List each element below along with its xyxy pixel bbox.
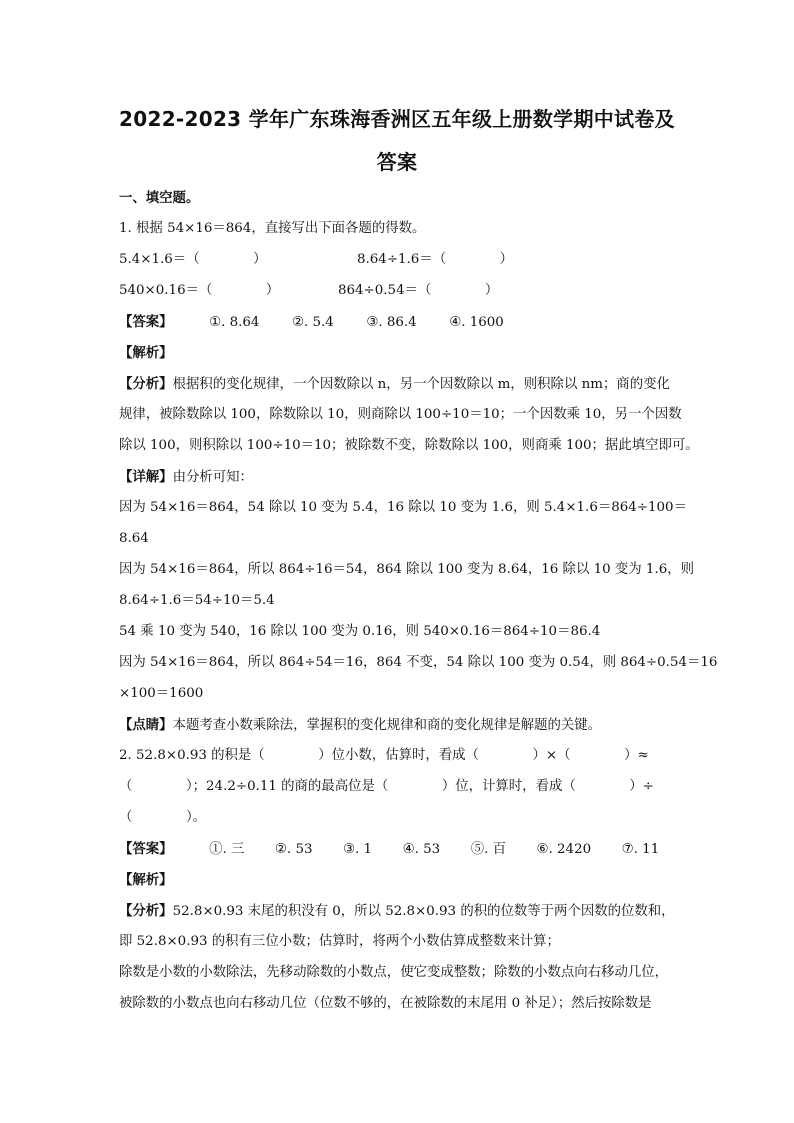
fenxi-label: 【分析】 — [119, 903, 173, 919]
answer-item: ⑥. 2420 — [536, 842, 592, 857]
q1-item-c: 540×0.16＝（ ） — [119, 283, 280, 298]
answer-label: 【答案】 — [119, 314, 173, 330]
q1-item-a: 5.4×1.6＝（ ） — [119, 252, 267, 267]
analysis-label: 【解析】 — [119, 345, 173, 361]
q1-answer-row — [119, 313, 504, 332]
page-title-line2: 答案 — [376, 150, 418, 174]
dianjing-label: 【点睛】 — [119, 717, 173, 733]
q1-xiangjie-line — [119, 468, 253, 487]
q1-detail-3: 因为 54×16＝864，所以 864÷16＝54，864 除以 100 变为 8.64，16 除以 10 变为 1.6，则 — [119, 562, 695, 577]
answer-item: ②. 53 — [274, 842, 313, 857]
section-heading: 一、填空题。 — [119, 190, 200, 206]
answer-item: ③. 1 — [343, 842, 373, 857]
answer-item: ④. 1600 — [449, 315, 504, 330]
q1-dianjing-line — [119, 716, 601, 735]
q2-fenxi-line2: 即 52.8×0.93 的积有三位小数；估算时，将两个小数估算成整数来计算； — [119, 934, 560, 949]
xiangjie-label: 【详解】 — [119, 469, 173, 485]
q1-fenxi-line2: 规律，被除数除以 100，除数除以 10，则商除以 100÷10＝10；一个因数乘 10，另一个因数 — [119, 407, 682, 422]
xiangjie-text: 由分析可知： — [172, 470, 253, 485]
q2-stem-line3: （ ）。 — [119, 810, 207, 825]
fenxi-label: 【分析】 — [119, 376, 173, 392]
dianjing-text: 本题考查小数乘除法，掌握积的变化规律和商的变化规律是解题的关键。 — [172, 718, 602, 733]
answer-label: 【答案】 — [119, 841, 173, 857]
q2-stem-line2: （ ）；24.2÷0.11 的商的最高位是（ ）位，计算时，看成（ ）÷ — [119, 779, 654, 794]
q2-fenxi-line1 — [119, 902, 675, 921]
q1-fenxi-line1 — [119, 375, 670, 394]
fenxi-text: 根据积的变化规律，一个因数除以 n，另一个因数除以 m，则积除以 nm；商的变化 — [172, 377, 670, 392]
q1-item-d: 864÷0.54＝（ ） — [338, 283, 499, 298]
answer-item: ④. 53 — [402, 842, 441, 857]
answer-item: ①. 三 — [209, 842, 245, 857]
q2-answer-row — [119, 840, 659, 859]
analysis-label: 【解析】 — [119, 872, 173, 888]
answer-item: ⑤. 百 — [470, 842, 506, 857]
answer-item: ①. 8.64 — [209, 315, 260, 330]
q1-stem: 1. 根据 54×16＝864，直接写出下面各题的得数。 — [119, 221, 426, 236]
q1-fenxi-line3: 除以 100，则积除以 100÷10＝10；被除数不变，除数除以 100，则商乘 100；据此填空即可。 — [119, 438, 699, 453]
q1-detail-1: 因为 54×16＝864，54 除以 10 变为 5.4，16 除以 10 变为 1.6，则 5.4×1.6＝864÷100＝ — [119, 500, 687, 515]
answer-item: ③. 86.4 — [366, 315, 417, 330]
page-title-line1: 2022-2023 学年广东珠海香洲区五年级上册数学期中试卷及 — [119, 107, 675, 131]
q1-detail-6: 因为 54×16＝864，所以 864÷54＝16，864 不变，54 除以 100 变为 0.54，则 864÷0.54＝16 — [119, 655, 718, 670]
q1-item-b: 8.64÷1.6＝（ ） — [357, 252, 514, 267]
q1-detail-2: 8.64 — [119, 531, 149, 546]
q1-detail-7: ×100＝1600 — [119, 686, 204, 701]
fenxi-text: 52.8×0.93 末尾的积没有 0，所以 52.8×0.93 的积的位数等于两个因数的位数和， — [172, 904, 675, 919]
q1-detail-4: 8.64÷1.6＝54÷10＝5.4 — [119, 593, 275, 608]
q1-detail-5: 54 乘 10 变为 540，16 除以 100 变为 0.16，则 540×0.16＝864÷10＝86.4 — [119, 624, 601, 639]
answer-item: ②. 5.4 — [291, 315, 334, 330]
q2-fenxi-line3: 除数是小数的小数除法，先移动除数的小数点，使它变成整数；除数的小数点向右移动几位， — [119, 965, 669, 980]
q2-fenxi-line4: 被除数的小数点也向右移动几位（位数不够的，在被除数的末尾用 0 补足）；然后按除数是 — [119, 996, 652, 1011]
q2-stem-line1: 2. 52.8×0.93 的积是（ ）位小数，估算时，看成（ ）×（ ）≈ — [119, 748, 649, 763]
answer-item: ⑦. 11 — [621, 842, 660, 857]
